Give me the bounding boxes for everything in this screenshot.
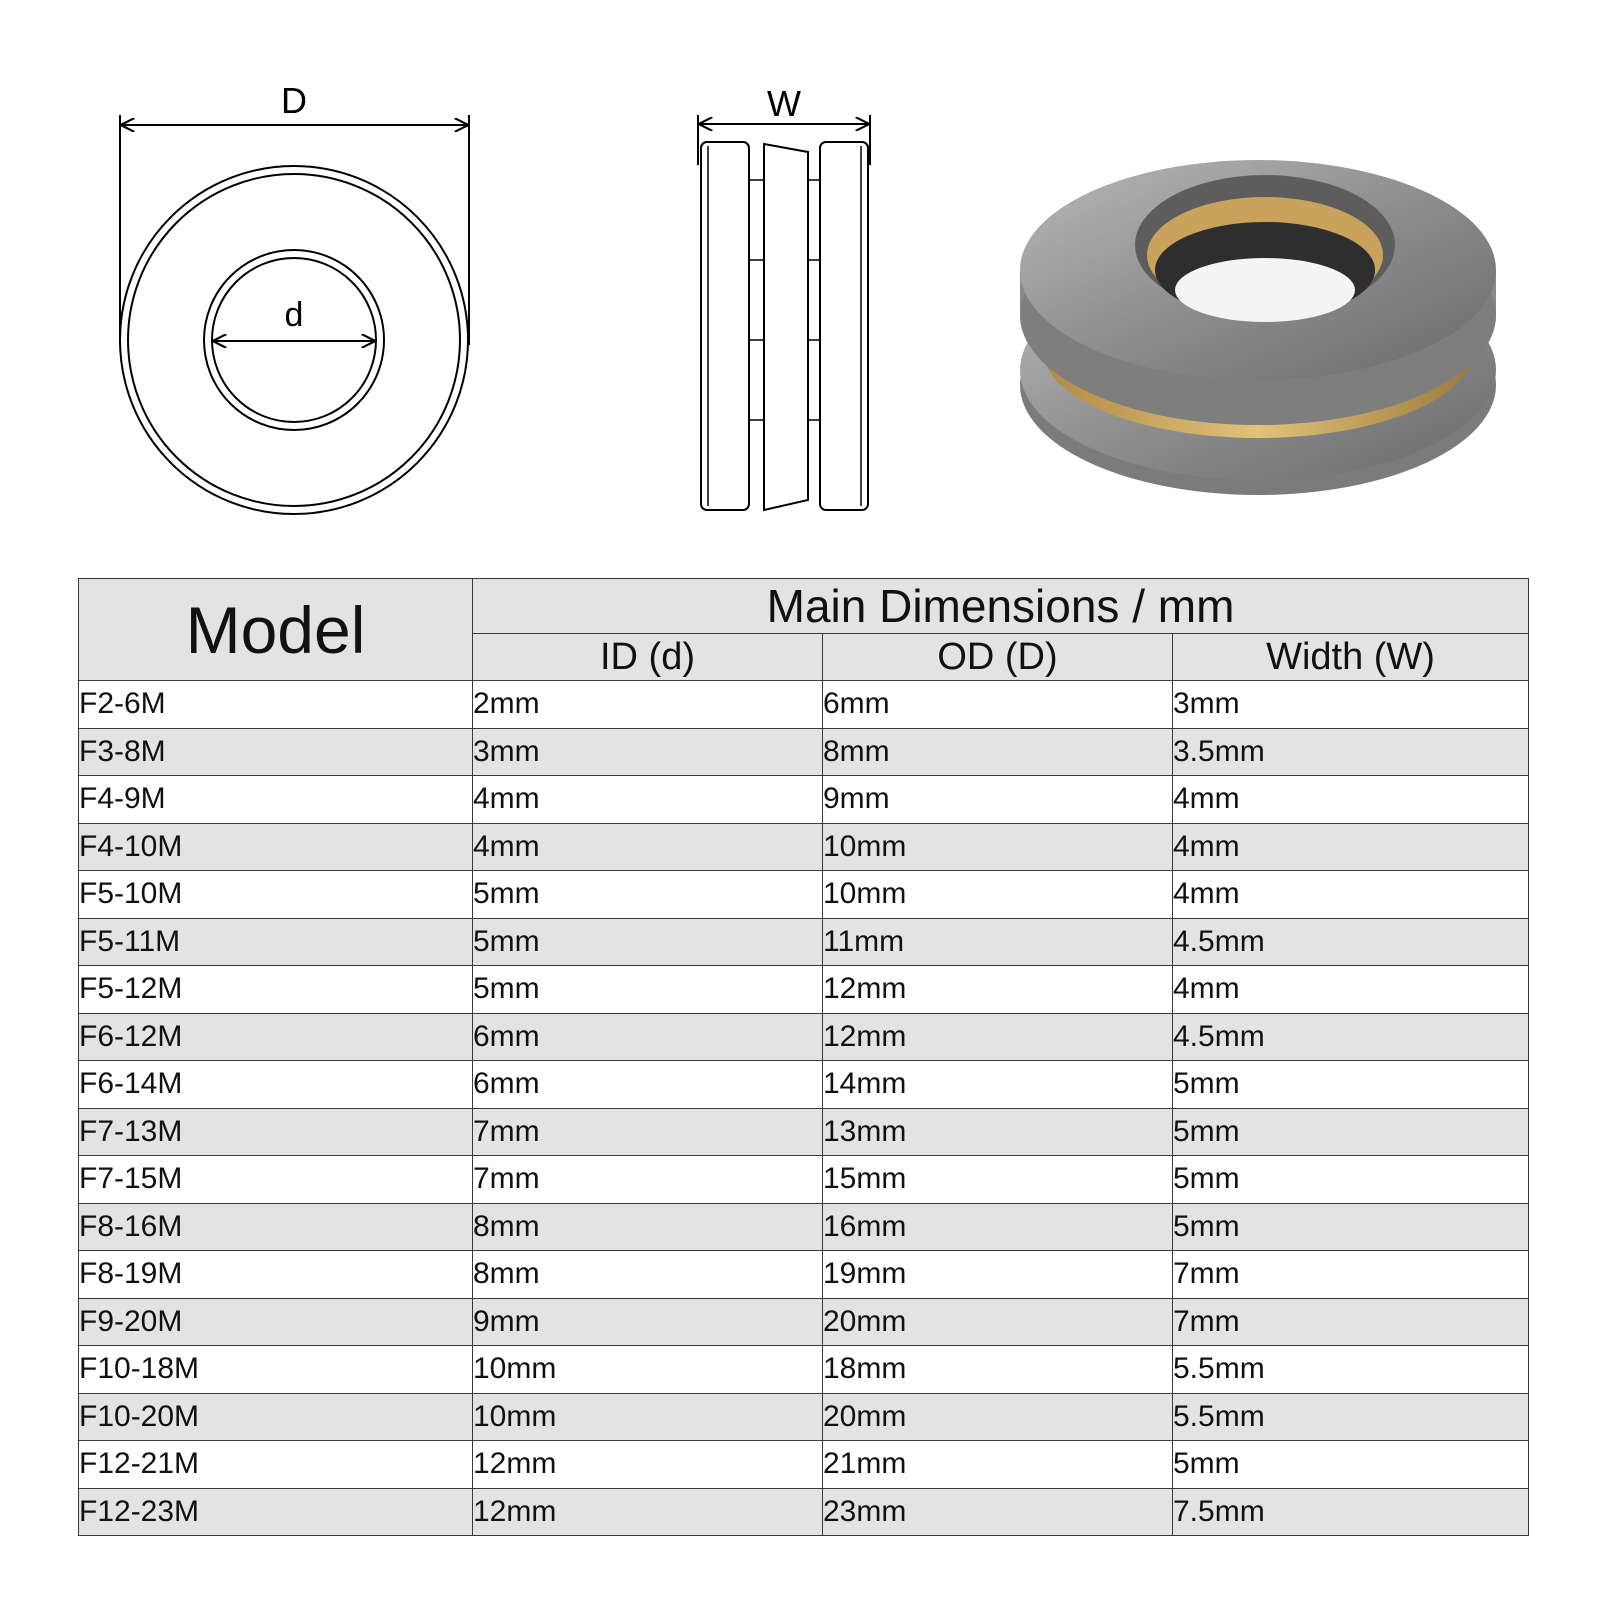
width-cell: 7mm [1173, 1298, 1529, 1346]
id-cell: 7mm [473, 1156, 823, 1204]
model-cell: F4-9M [79, 776, 473, 824]
main-dimensions-header: Main Dimensions / mm [473, 579, 1529, 634]
front-view-drawing [100, 70, 480, 520]
model-cell: F4-10M [79, 823, 473, 871]
od-cell: 19mm [823, 1251, 1173, 1299]
table-row [79, 823, 1529, 871]
model-cell: F5-12M [79, 966, 473, 1014]
id-cell: 6mm [473, 1061, 823, 1109]
side-view-drawing [690, 70, 890, 520]
id-cell: 4mm [473, 823, 823, 871]
od-column-header: OD (D) [823, 634, 1173, 681]
id-cell: 12mm [473, 1488, 823, 1536]
id-cell: 7mm [473, 1108, 823, 1156]
width-cell: 3.5mm [1173, 728, 1529, 776]
od-cell: 23mm [823, 1488, 1173, 1536]
id-cell: 10mm [473, 1346, 823, 1394]
width-cell: 7.5mm [1173, 1488, 1529, 1536]
id-cell: 6mm [473, 1013, 823, 1061]
model-cell: F2-6M [79, 681, 473, 729]
od-cell: 20mm [823, 1393, 1173, 1441]
width-cell: 5.5mm [1173, 1393, 1529, 1441]
od-cell: 18mm [823, 1346, 1173, 1394]
od-cell: 13mm [823, 1108, 1173, 1156]
model-cell: F12-21M [79, 1441, 473, 1489]
specifications-table [78, 578, 1529, 1536]
id-cell: 8mm [473, 1251, 823, 1299]
od-cell: 16mm [823, 1203, 1173, 1251]
table-row [79, 966, 1529, 1014]
model-cell: F8-16M [79, 1203, 473, 1251]
width-label: W [767, 83, 801, 124]
id-cell: 9mm [473, 1298, 823, 1346]
table-row [79, 1013, 1529, 1061]
od-cell: 15mm [823, 1156, 1173, 1204]
table-row [79, 681, 1529, 729]
table-row [79, 1393, 1529, 1441]
id-cell: 2mm [473, 681, 823, 729]
od-cell: 12mm [823, 966, 1173, 1014]
width-cell: 4mm [1173, 966, 1529, 1014]
table-row [79, 1441, 1529, 1489]
od-cell: 10mm [823, 871, 1173, 919]
id-cell: 8mm [473, 1203, 823, 1251]
od-cell: 10mm [823, 823, 1173, 871]
model-cell: F3-8M [79, 728, 473, 776]
table-row [79, 1298, 1529, 1346]
thrust-bearing-photo [1010, 130, 1510, 510]
od-cell: 9mm [823, 776, 1173, 824]
width-column-header: Width (W) [1173, 634, 1529, 681]
width-cell: 4mm [1173, 823, 1529, 871]
id-column-header: ID (d) [473, 634, 823, 681]
width-cell: 7mm [1173, 1251, 1529, 1299]
width-cell: 5.5mm [1173, 1346, 1529, 1394]
id-cell: 5mm [473, 966, 823, 1014]
model-cell: F9-20M [79, 1298, 473, 1346]
od-cell: 20mm [823, 1298, 1173, 1346]
model-cell: F5-10M [79, 871, 473, 919]
inner-diameter-label: d [284, 296, 304, 334]
width-cell: 4mm [1173, 776, 1529, 824]
table-row [79, 871, 1529, 919]
table-row [79, 728, 1529, 776]
id-cell: 4mm [473, 776, 823, 824]
od-cell: 21mm [823, 1441, 1173, 1489]
table-row [79, 1108, 1529, 1156]
table-row [79, 1346, 1529, 1394]
table-row [79, 1488, 1529, 1536]
table-row [79, 1156, 1529, 1204]
width-cell: 3mm [1173, 681, 1529, 729]
model-cell: F6-12M [79, 1013, 473, 1061]
table-row [79, 1203, 1529, 1251]
id-cell: 12mm [473, 1441, 823, 1489]
width-cell: 5mm [1173, 1108, 1529, 1156]
id-cell: 5mm [473, 871, 823, 919]
width-cell: 5mm [1173, 1441, 1529, 1489]
model-cell: F10-20M [79, 1393, 473, 1441]
id-cell: 3mm [473, 728, 823, 776]
od-cell: 12mm [823, 1013, 1173, 1061]
id-cell: 5mm [473, 918, 823, 966]
od-cell: 14mm [823, 1061, 1173, 1109]
model-cell: F6-14M [79, 1061, 473, 1109]
table-row [79, 1061, 1529, 1109]
model-header: Model [79, 579, 473, 681]
table-body [79, 681, 1529, 1536]
model-cell: F12-23M [79, 1488, 473, 1536]
outer-diameter-label: D [281, 80, 307, 121]
width-cell: 4.5mm [1173, 1013, 1529, 1061]
model-cell: F5-11M [79, 918, 473, 966]
model-cell: F7-13M [79, 1108, 473, 1156]
od-cell: 8mm [823, 728, 1173, 776]
model-cell: F8-19M [79, 1251, 473, 1299]
width-cell: 5mm [1173, 1203, 1529, 1251]
width-cell: 5mm [1173, 1061, 1529, 1109]
id-cell: 10mm [473, 1393, 823, 1441]
width-cell: 4.5mm [1173, 918, 1529, 966]
od-cell: 6mm [823, 681, 1173, 729]
model-cell: F7-15M [79, 1156, 473, 1204]
od-cell: 11mm [823, 918, 1173, 966]
width-cell: 4mm [1173, 871, 1529, 919]
table-row [79, 918, 1529, 966]
table-row [79, 776, 1529, 824]
model-cell: F10-18M [79, 1346, 473, 1394]
table-row [79, 1251, 1529, 1299]
width-cell: 5mm [1173, 1156, 1529, 1204]
